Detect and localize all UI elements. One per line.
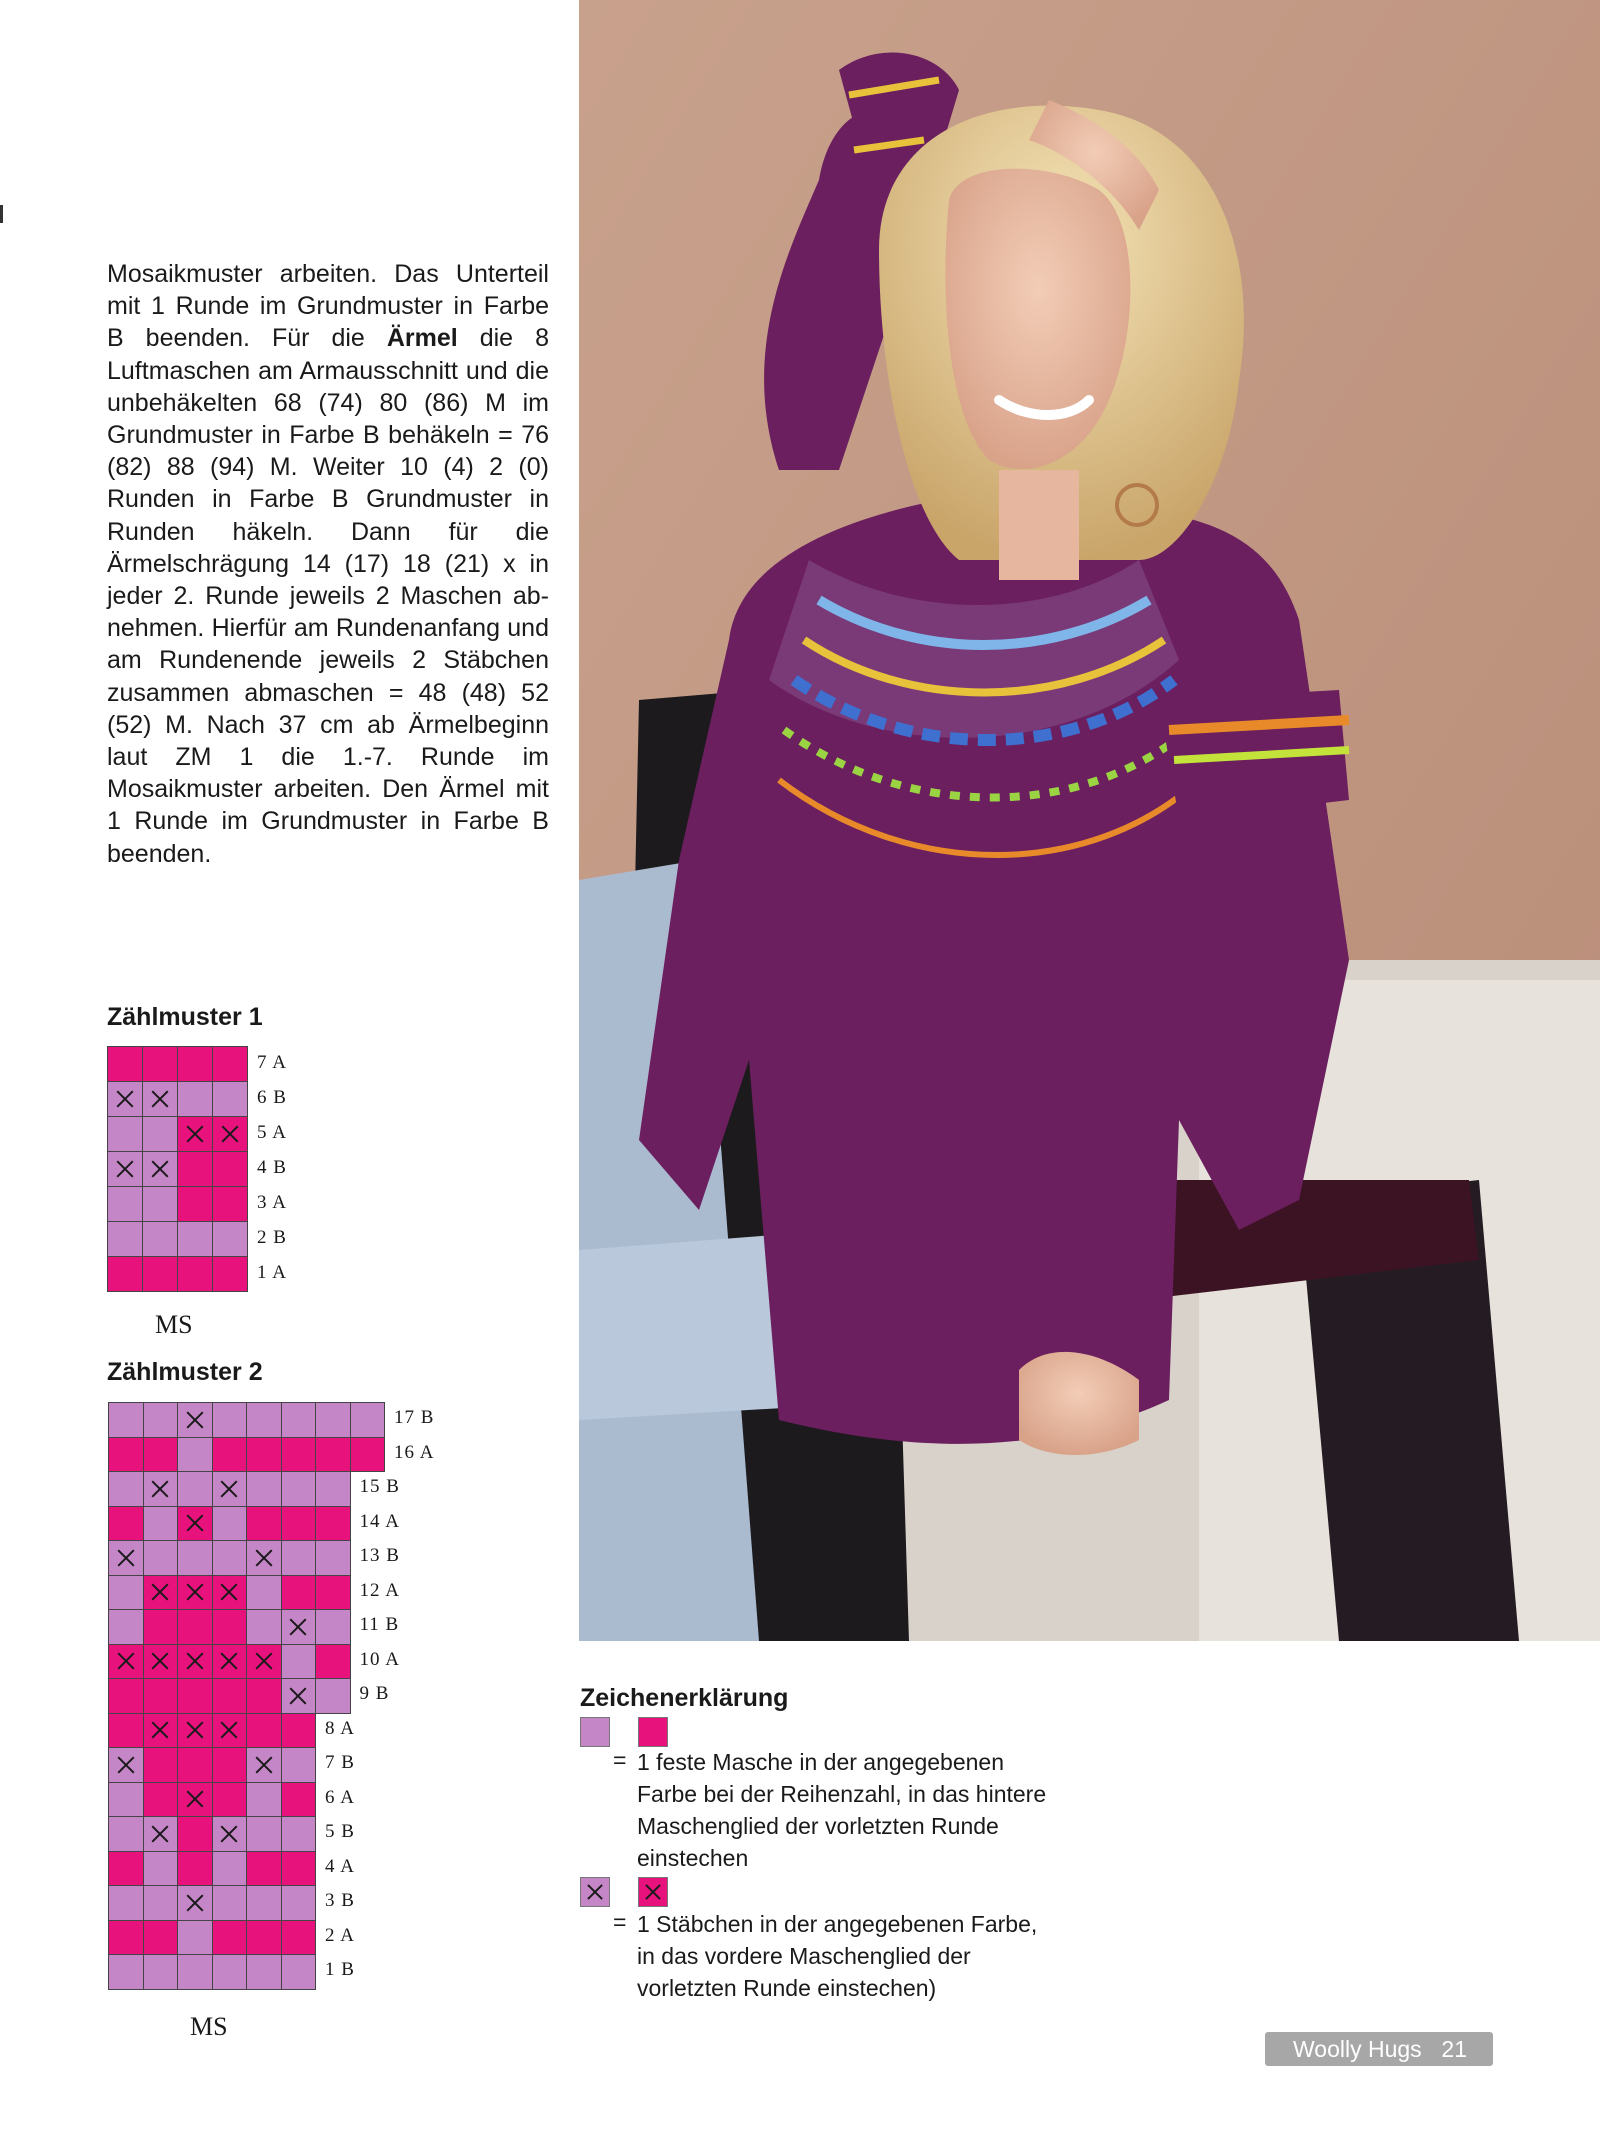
chart2-cell — [144, 1748, 179, 1783]
chart1-title: Zählmuster 1 — [107, 1003, 263, 1031]
chart2-cell — [178, 1714, 213, 1749]
chart1-cell — [213, 1152, 248, 1187]
chart1-cell — [213, 1222, 248, 1257]
chart2-cell — [247, 1576, 282, 1611]
chart2-cell — [144, 1921, 179, 1956]
chart2-cell — [213, 1852, 248, 1887]
chart2-cell — [282, 1576, 317, 1611]
chart1-row-label: 5 A — [257, 1122, 287, 1143]
chart1-row-label: 7 A — [257, 1052, 287, 1073]
chart1-cell — [108, 1152, 143, 1187]
chart1-ms-label: MS — [155, 1310, 193, 1339]
chart1-cell — [143, 1152, 178, 1187]
chart1-cell — [108, 1082, 143, 1117]
chart2-row-label: 6 A — [325, 1786, 355, 1808]
chart2-cell — [282, 1507, 317, 1542]
chart1-cell — [213, 1257, 248, 1292]
chart1-cell — [143, 1082, 178, 1117]
legend-lilac-x-square — [580, 1877, 610, 1907]
chart2-cell — [178, 1679, 213, 1714]
sleeve-heading: Ärmel — [386, 324, 458, 353]
chart2-cell — [144, 1403, 179, 1438]
chart2-cell — [282, 1748, 317, 1783]
chart2-cell — [351, 1886, 386, 1921]
chart2-cell — [282, 1438, 317, 1473]
chart2-cell — [109, 1955, 144, 1990]
chart2-cell — [351, 1714, 386, 1749]
chart2-cell — [178, 1783, 213, 1818]
chart1-cell — [213, 1047, 248, 1082]
chart2-cell — [282, 1403, 317, 1438]
legend-item2-text: 1 Stäbchen in der angegebenen Farbe, in das vordere Maschenglied der vorletzten Runde einstechen) — [637, 1911, 1038, 2001]
chart2-cell — [282, 1714, 317, 1749]
legend-pink-square — [638, 1717, 668, 1747]
chart2-cell — [351, 1403, 386, 1438]
chart1-cell — [213, 1082, 248, 1117]
chart2-cell — [213, 1507, 248, 1542]
chart2-cell — [247, 1645, 282, 1680]
chart2-cell — [213, 1886, 248, 1921]
chart2-cell — [247, 1748, 282, 1783]
page-footer — [1265, 2032, 1493, 2066]
chart2-cell — [144, 1541, 179, 1576]
chart2-cell — [213, 1610, 248, 1645]
chart2-cell — [282, 1645, 317, 1680]
chart2-row-label: 5 B — [325, 1821, 355, 1842]
chart1-cell — [143, 1047, 178, 1082]
chart2-cell — [109, 1472, 144, 1507]
chart2-cell — [316, 1472, 351, 1507]
chart2-cell — [144, 1576, 179, 1611]
chart2-cell — [282, 1955, 317, 1990]
legend-title: Zeichenerklärung — [580, 1684, 789, 1712]
chart2-cell — [247, 1438, 282, 1473]
chart2-cell — [144, 1438, 179, 1473]
chart2-cell — [144, 1852, 179, 1887]
chart2-cell — [351, 1783, 386, 1818]
chart2-cell — [178, 1507, 213, 1542]
chart2-row-label: 15 B — [359, 1476, 400, 1497]
chart2-cell — [316, 1438, 351, 1473]
chart2-cell — [178, 1541, 213, 1576]
chart2-cell — [144, 1507, 179, 1542]
legend-item1-text: 1 feste Masche in der angegebenen Farbe bei der Reihenzahl, in das hintere Maschenglied der vorletzten Runde einstechen — [637, 1749, 1047, 1871]
chart2-ms-label: MS — [190, 2012, 228, 2041]
chart2-cell — [247, 1541, 282, 1576]
chart2-cell — [144, 1610, 179, 1645]
magazine-name: Woolly Hugs — [1293, 2036, 1422, 2062]
chart2-cell — [109, 1852, 144, 1887]
chart2-cell — [282, 1783, 317, 1818]
chart2-cell — [247, 1886, 282, 1921]
legend-equals-2: = — [613, 1909, 627, 1935]
chart1-cell — [143, 1117, 178, 1152]
chart1-cell — [178, 1117, 213, 1152]
chart2-cell — [213, 1541, 248, 1576]
chart2-row-label: 7 B — [325, 1752, 355, 1773]
chart2-cell — [109, 1679, 144, 1714]
chart1-row-label: 3 A — [257, 1192, 287, 1213]
chart2-row-label: 16 A — [394, 1441, 435, 1463]
chart2-row-label: 14 A — [359, 1510, 400, 1532]
model-photo — [579, 0, 1600, 1641]
chart2-cell — [178, 1438, 213, 1473]
chart2-cell — [178, 1817, 213, 1852]
chart1-cell — [143, 1187, 178, 1222]
chart2-cell — [213, 1472, 248, 1507]
chart2-cell — [178, 1645, 213, 1680]
chart2-row-label: 3 B — [325, 1890, 355, 1911]
chart2-cell — [178, 1748, 213, 1783]
chart2-cell — [282, 1610, 317, 1645]
chart1-row-label: 1 A — [257, 1262, 287, 1283]
chart1-cell — [178, 1152, 213, 1187]
page-margin-mark — [0, 205, 3, 223]
chart1-cell — [108, 1187, 143, 1222]
chart2-cell — [213, 1576, 248, 1611]
page-number: 21 — [1441, 2036, 1467, 2062]
chart2-cell — [144, 1955, 179, 1990]
chart2-cell — [109, 1576, 144, 1611]
chart1-cell — [213, 1117, 248, 1152]
chart2-cell — [178, 1472, 213, 1507]
chart2-row-label: 13 B — [359, 1545, 400, 1566]
chart2-cell — [178, 1403, 213, 1438]
chart1-cell — [178, 1222, 213, 1257]
chart2-cell — [109, 1921, 144, 1956]
chart2-cell — [282, 1817, 317, 1852]
chart2-cell — [351, 1438, 386, 1473]
chart2-cell — [213, 1645, 248, 1680]
chart2-cell — [247, 1852, 282, 1887]
chart1-cell — [178, 1187, 213, 1222]
chart2-cell — [247, 1507, 282, 1542]
chart2-cell — [178, 1576, 213, 1611]
chart2-cell — [351, 1955, 386, 1990]
chart2-cell — [109, 1541, 144, 1576]
chart2-cell — [247, 1955, 282, 1990]
chart1-cell — [178, 1082, 213, 1117]
chart2-row-label: 8 A — [325, 1717, 355, 1739]
chart1-cell — [108, 1047, 143, 1082]
chart2-row-label: 9 B — [359, 1683, 390, 1704]
chart2-cell — [109, 1714, 144, 1749]
chart2-cell — [247, 1472, 282, 1507]
chart1-cell — [108, 1257, 143, 1292]
chart2-cell — [109, 1886, 144, 1921]
chart2-row-label: 1 B — [325, 1959, 355, 1980]
chart2-row-label: 11 B — [359, 1614, 400, 1635]
chart2-cell — [247, 1610, 282, 1645]
chart2-row-label: 4 A — [325, 1855, 355, 1877]
chart2-cell — [247, 1783, 282, 1818]
chart2-cell — [109, 1610, 144, 1645]
chart1-cell — [178, 1047, 213, 1082]
chart1-cell — [143, 1257, 178, 1292]
chart2-row-label: 12 A — [359, 1579, 400, 1601]
chart2-cell — [178, 1921, 213, 1956]
chart2-cell — [282, 1886, 317, 1921]
chart2-cell — [213, 1817, 248, 1852]
chart2-cell — [178, 1852, 213, 1887]
chart2-cell — [316, 1507, 351, 1542]
chart1-row-label: 4 B — [257, 1157, 287, 1178]
chart2-cell — [282, 1472, 317, 1507]
chart2-cell — [213, 1921, 248, 1956]
chart2-cell — [351, 1748, 386, 1783]
chart2-cell — [213, 1748, 248, 1783]
chart1-grid — [107, 1046, 248, 1292]
chart2-cell — [109, 1403, 144, 1438]
chart2-cell — [144, 1817, 179, 1852]
chart2-cell — [213, 1679, 248, 1714]
chart2-cell — [213, 1783, 248, 1818]
chart2-cell — [144, 1679, 179, 1714]
chart2-cell — [316, 1645, 351, 1680]
chart2-cell — [109, 1645, 144, 1680]
chart2-cell — [109, 1507, 144, 1542]
chart2-cell — [282, 1679, 317, 1714]
chart1-row-label: 6 B — [257, 1087, 287, 1108]
chart2-cell — [109, 1783, 144, 1818]
chart2-cell — [144, 1714, 179, 1749]
chart1-cell — [213, 1187, 248, 1222]
chart2-cell — [144, 1645, 179, 1680]
chart2-cell — [351, 1852, 386, 1887]
chart2-cell — [178, 1955, 213, 1990]
chart2-cell — [316, 1576, 351, 1611]
chart2-cell — [247, 1921, 282, 1956]
chart2-row-label: 10 A — [359, 1648, 400, 1670]
chart2-cell — [247, 1714, 282, 1749]
chart1-cell — [178, 1257, 213, 1292]
chart2-title: Zählmuster 2 — [107, 1358, 263, 1386]
chart2-cell — [316, 1610, 351, 1645]
chart2-cell — [144, 1886, 179, 1921]
chart2-cell — [213, 1714, 248, 1749]
chart2-cell — [144, 1783, 179, 1818]
chart2-cell — [247, 1679, 282, 1714]
chart2-cell — [213, 1403, 248, 1438]
chart2-cell — [144, 1472, 179, 1507]
chart2-cell — [247, 1817, 282, 1852]
chart2-cell — [316, 1403, 351, 1438]
chart2-cell — [282, 1852, 317, 1887]
chart1-cell — [108, 1222, 143, 1257]
chart1-cell — [108, 1117, 143, 1152]
chart2-row-label: 2 A — [325, 1924, 355, 1946]
legend-lilac-square — [580, 1717, 610, 1747]
chart2-row-label: 17 B — [394, 1407, 435, 1428]
chart2-cell — [282, 1921, 317, 1956]
instruction-text: Mosaikmuster arbeiten. Das Unterteil mit 1 Runde im Grundmuster in Farbe B beenden. Für die Ärmel die 8 Luftmaschen am Armausschnitt und die unbehäkelten 68 (74) 80 (86) M im Grundmuster in Farbe B behäkeln = 76 (82) 88 (94) M. Weiter 10 (4) 2 (0) Runden in Farbe B Grundmuster in Runden häkeln. Dann für die Ärmelschrägung 14 (17) 18 (21) x in jeder 2. Runde jeweils 2 Maschen abnehmen. Hierfür am Rundenanfang und am Rundenende jeweils 2 Stäbchen zusammen abmaschen = 48 (48) 52 (52) M. Nach 37 cm ab Ärmelbeginn laut ZM 1 die 1.-7. Runde im Mosaikmuster arbeiten. Den Ärmel mit 1 Runde im Grundmuster in Farbe B beenden. — [107, 260, 549, 868]
chart2-cell — [178, 1610, 213, 1645]
chart2-cell — [351, 1817, 386, 1852]
chart2-cell — [316, 1679, 351, 1714]
chart2-cell — [213, 1955, 248, 1990]
legend-pink-x-square — [638, 1877, 668, 1907]
chart2-cell — [351, 1921, 386, 1956]
chart2-cell — [213, 1438, 248, 1473]
chart2-cell — [282, 1541, 317, 1576]
chart2-cell — [178, 1886, 213, 1921]
chart1-row-label: 2 B — [257, 1227, 287, 1248]
chart1-cell — [143, 1222, 178, 1257]
chart2-cell — [316, 1541, 351, 1576]
chart2-cell — [109, 1438, 144, 1473]
chart2-cell — [109, 1748, 144, 1783]
chart2-cell — [247, 1403, 282, 1438]
chart2-cell — [109, 1817, 144, 1852]
legend-equals-1: = — [613, 1747, 627, 1773]
